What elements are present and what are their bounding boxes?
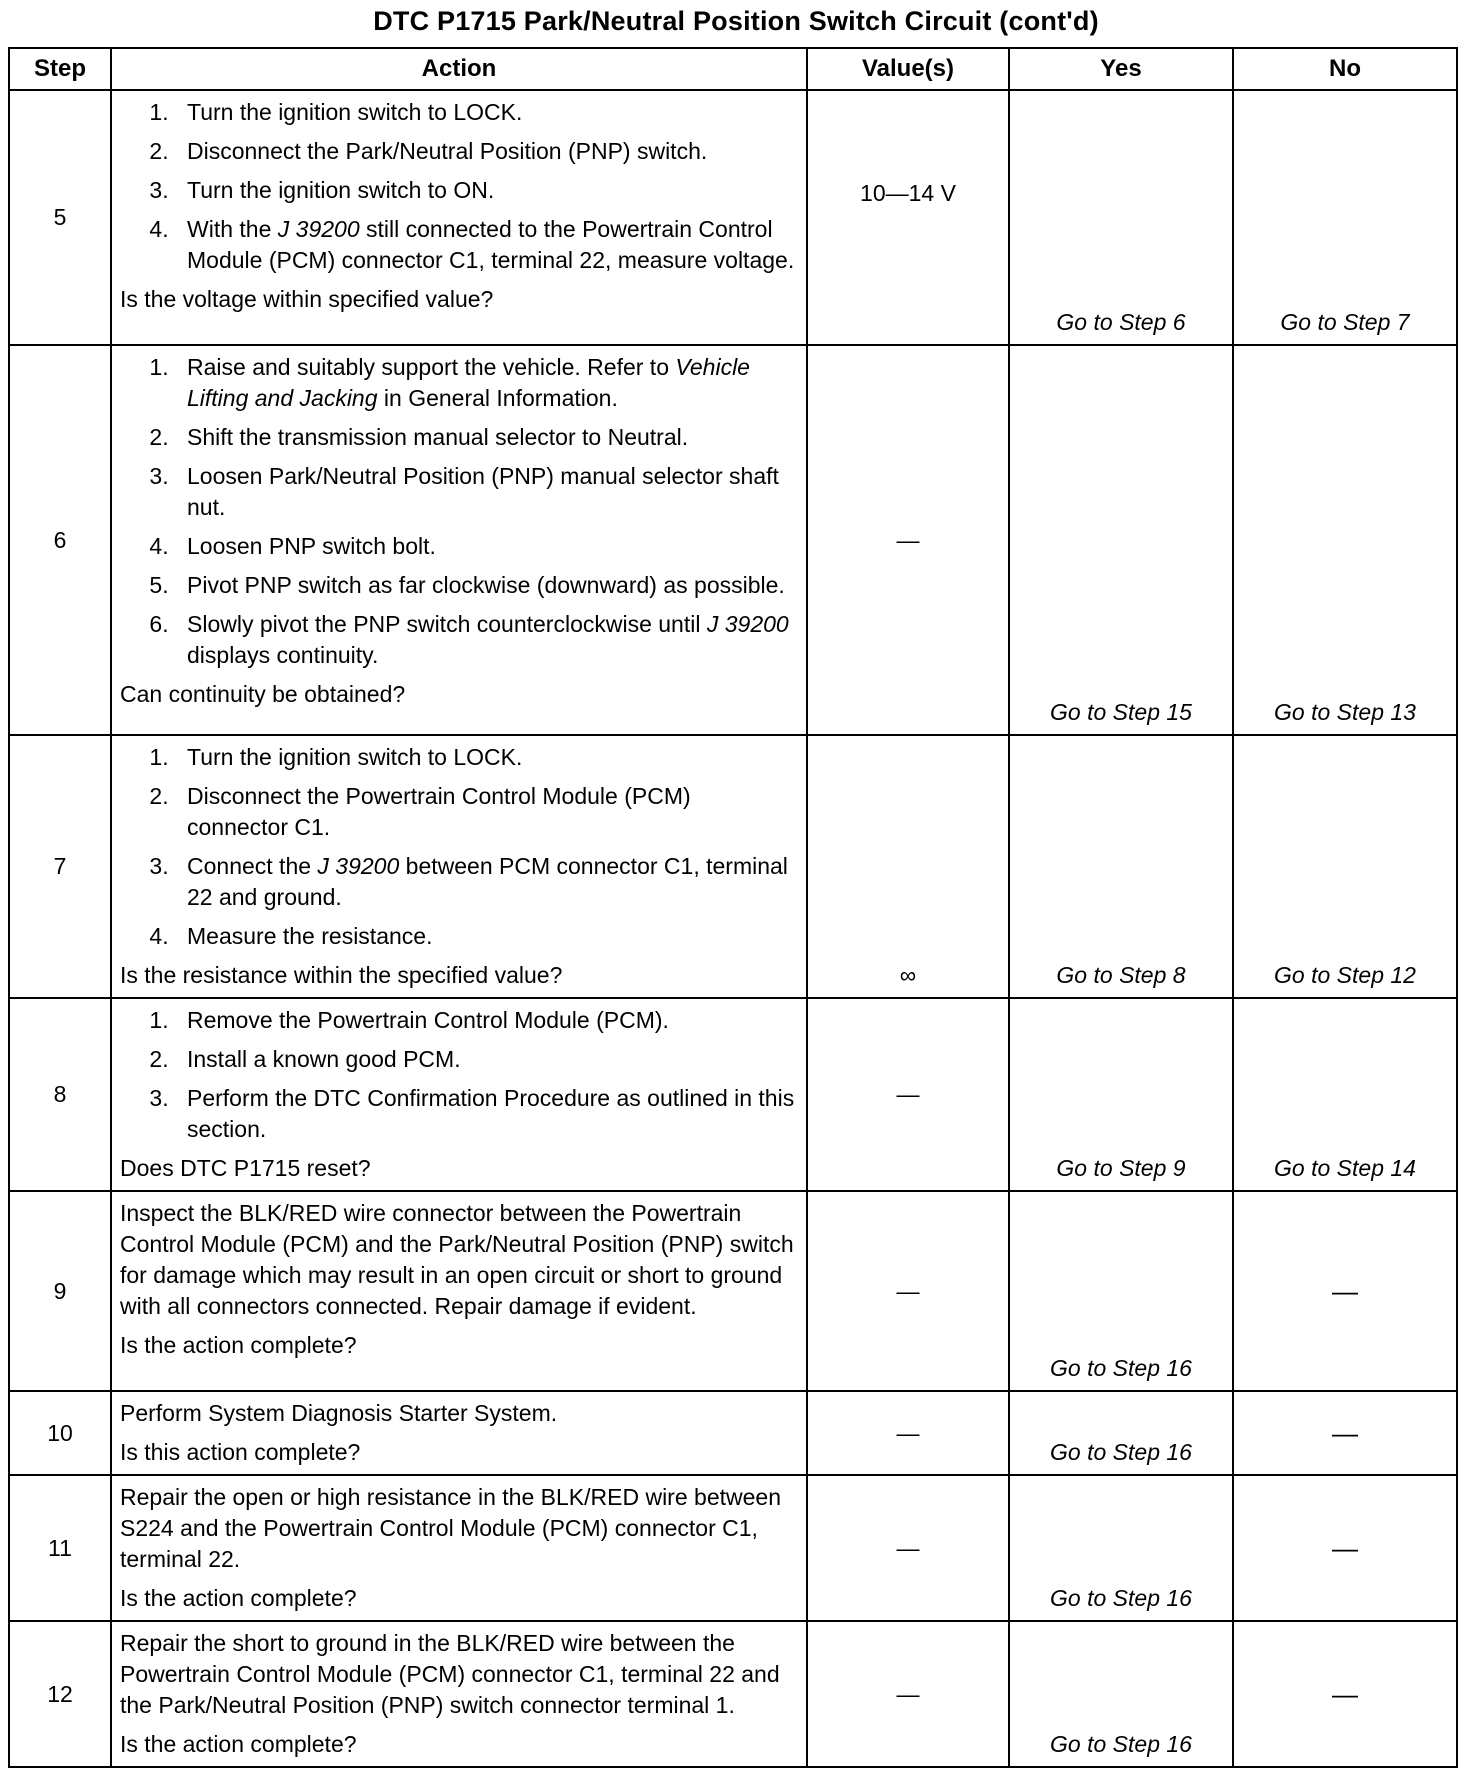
value-cell: —: [807, 1621, 1009, 1767]
step-number: 6: [9, 345, 111, 735]
action-text: Repair the short to ground in the BLK/RED wire between the Powertrain Control Module (PCM) connector C1, terminal 22 and the Park/Neutral Position (PNP) switch connector terminal 1.: [120, 1630, 780, 1718]
table-row: [9, 998, 1457, 1191]
no-link[interactable]: Go to Step 14: [1233, 998, 1457, 1191]
action-item: 3. Connect the J 39200 between PCM connector C1, terminal 22 and ground.: [175, 851, 798, 913]
value-cell: 10—14 V: [807, 90, 1009, 345]
yes-link[interactable]: Go to Step 6: [1009, 90, 1233, 345]
yes-link[interactable]: Go to Step 15: [1009, 345, 1233, 735]
action-cell: [111, 1475, 807, 1621]
action-item: 4. Loosen PNP switch bolt.: [175, 531, 798, 562]
action-item: 1. Raise and suitably support the vehicle. Refer to Vehicle Lifting and Jacking in General Information.: [175, 352, 798, 414]
table-header-row: [9, 48, 1457, 90]
page-title: DTC P1715 Park/Neutral Position Switch Circuit (cont'd): [373, 6, 1099, 36]
step-number: 5: [9, 90, 111, 345]
document-reference: Vehicle Lifting and Jacking: [187, 354, 750, 411]
yes-link[interactable]: Go to Step 8: [1009, 735, 1233, 998]
action-item: 3. Perform the DTC Confirmation Procedure as outlined in this section.: [175, 1083, 798, 1145]
step-number: 7: [9, 735, 111, 998]
yes-link[interactable]: Go to Step 9: [1009, 998, 1233, 1191]
action-cell: [111, 345, 807, 735]
no-value: —: [1233, 1475, 1457, 1621]
table-row: [9, 735, 1457, 998]
no-value: —: [1233, 1391, 1457, 1475]
action-question: Is the action complete?: [120, 1332, 357, 1358]
action-cell: [111, 998, 807, 1191]
action-question: Does DTC P1715 reset?: [120, 1155, 371, 1181]
action-item: 4. With the J 39200 still connected to the Powertrain Control Module (PCM) connector C1, terminal 22, measure voltage.: [175, 214, 798, 276]
value-cell: —: [807, 1191, 1009, 1391]
action-question: Is the action complete?: [120, 1585, 357, 1611]
action-item: 2. Disconnect the Powertrain Control Module (PCM) connector C1.: [175, 781, 798, 843]
no-value: —: [1233, 1191, 1457, 1391]
action-question: Is this action complete?: [120, 1439, 361, 1465]
column-header-yes: Yes: [1009, 48, 1233, 90]
table-row: [9, 1475, 1457, 1621]
no-link[interactable]: Go to Step 13: [1233, 345, 1457, 735]
table-row: [9, 90, 1457, 345]
action-cell: [111, 90, 807, 345]
tool-reference: J 39200: [706, 611, 789, 637]
action-question: Is the resistance within the specified value?: [120, 962, 563, 988]
value-cell: —: [807, 1391, 1009, 1475]
action-cell: [111, 1191, 807, 1391]
tool-reference: J 39200: [317, 853, 400, 879]
action-item: 1. Turn the ignition switch to LOCK.: [175, 97, 798, 128]
action-text: Perform System Diagnosis Starter System.: [120, 1400, 558, 1426]
action-item: 6. Slowly pivot the PNP switch counterclockwise until J 39200 displays continuity.: [175, 609, 798, 671]
step-number: 11: [9, 1475, 111, 1621]
action-question: Is the action complete?: [120, 1731, 357, 1757]
diagnostic-table: [8, 47, 1458, 1768]
action-question: Can continuity be obtained?: [120, 681, 406, 707]
step-number: 9: [9, 1191, 111, 1391]
table-row: [9, 1191, 1457, 1391]
no-link[interactable]: Go to Step 12: [1233, 735, 1457, 998]
value-cell: —: [807, 998, 1009, 1191]
action-item: 4. Measure the resistance.: [175, 921, 798, 952]
action-item: 1. Remove the Powertrain Control Module (PCM).: [175, 1005, 798, 1036]
action-question: Is the voltage within specified value?: [120, 286, 494, 312]
action-cell: [111, 1621, 807, 1767]
table-row: [9, 1621, 1457, 1767]
column-header-step: Step: [9, 48, 111, 90]
column-header-no: No: [1233, 48, 1457, 90]
action-item: 3. Loosen Park/Neutral Position (PNP) manual selector shaft nut.: [175, 461, 798, 523]
action-item: 2. Shift the transmission manual selector to Neutral.: [175, 422, 798, 453]
table-row: [9, 1391, 1457, 1475]
column-header-values: Value(s): [807, 48, 1009, 90]
yes-link[interactable]: Go to Step 16: [1009, 1391, 1233, 1475]
action-item: 2. Install a known good PCM.: [175, 1044, 798, 1075]
table-row: [9, 345, 1457, 735]
step-number: 10: [9, 1391, 111, 1475]
yes-link[interactable]: Go to Step 16: [1009, 1621, 1233, 1767]
action-text: Inspect the BLK/RED wire connector between the Powertrain Control Module (PCM) and the Park/Neutral Position (PNP) switch for damage which may result in an open circuit or short to ground with all connectors connected. Repair damage if evident.: [120, 1200, 794, 1319]
yes-link[interactable]: Go to Step 16: [1009, 1475, 1233, 1621]
value-cell: ∞: [807, 735, 1009, 998]
action-item: 1. Turn the ignition switch to LOCK.: [175, 742, 798, 773]
value-cell: —: [807, 1475, 1009, 1621]
action-cell: [111, 1391, 807, 1475]
tool-reference: J 39200: [277, 216, 360, 242]
column-header-action: Action: [111, 48, 807, 90]
step-number: 8: [9, 998, 111, 1191]
action-text: Repair the open or high resistance in the BLK/RED wire between S224 and the Powertrain Control Module (PCM) connector C1, terminal 22.: [120, 1484, 781, 1572]
action-item: 5. Pivot PNP switch as far clockwise (downward) as possible.: [175, 570, 798, 601]
action-cell: [111, 735, 807, 998]
step-number: 12: [9, 1621, 111, 1767]
no-link[interactable]: Go to Step 7: [1233, 90, 1457, 345]
value-cell: —: [807, 345, 1009, 735]
no-value: —: [1233, 1621, 1457, 1767]
action-item: 2. Disconnect the Park/Neutral Position (PNP) switch.: [175, 136, 798, 167]
yes-link[interactable]: Go to Step 16: [1009, 1191, 1233, 1391]
action-item: 3. Turn the ignition switch to ON.: [175, 175, 798, 206]
